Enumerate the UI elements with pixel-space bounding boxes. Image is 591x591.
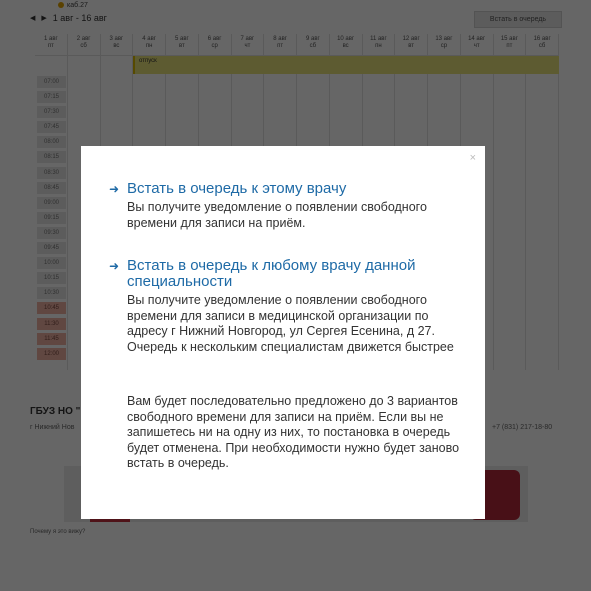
arrow-right-icon: ➜	[109, 259, 120, 273]
option1-title: Встать в очередь к этому врачу	[127, 180, 347, 197]
option-this-doctor	[109, 181, 469, 231]
option2-description: Вы получите уведомление о появлении свободного времени для записи в медицинской организации по адресу г Нижний Новгород, ул Сергея Есенина, д 27. Очередь к нескольким специалистам движется быстрее	[127, 293, 454, 354]
close-icon[interactable]: ×	[469, 152, 476, 164]
queue-this-doctor-link[interactable]	[109, 181, 469, 197]
option1-description: Вы получите уведомление о появлении свободного времени для записи на приём.	[127, 200, 427, 230]
arrow-right-icon: ➜	[109, 182, 120, 196]
option2-title: Встать в очередь к любому врачу данной специальности	[127, 257, 416, 290]
queue-options-modal	[81, 146, 485, 519]
queue-any-doctor-link[interactable]	[109, 258, 469, 290]
option-any-doctor	[109, 258, 469, 355]
queue-note: Вам будет последовательно предложено до 3 вариантов свободного времени для записи на приём. Если вы не запишетесь ни на одну из них, то постановка в очередь будет отменена. При необходимости нужно будет заново встать в очередь.	[127, 394, 460, 470]
